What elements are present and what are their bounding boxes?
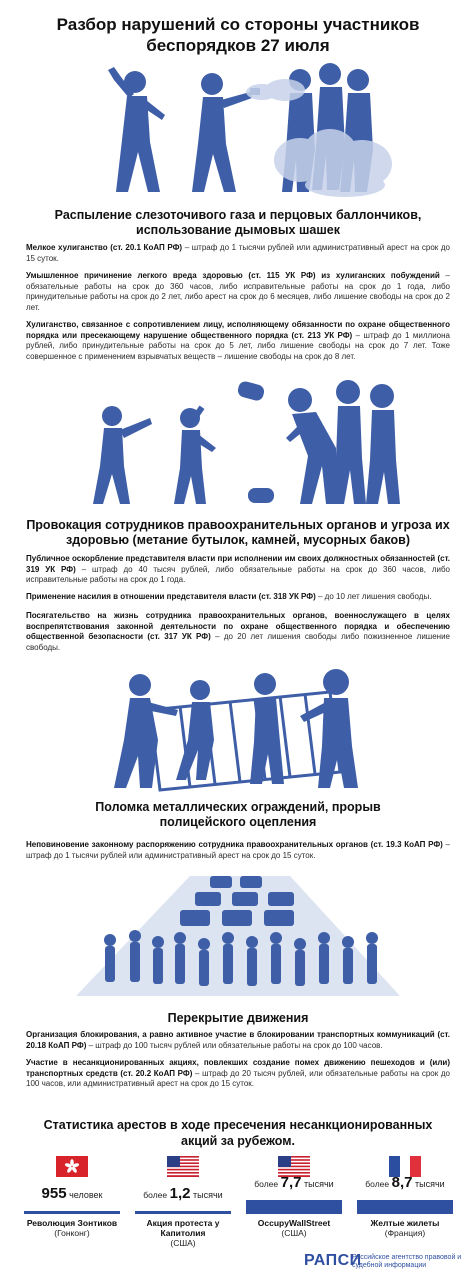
stat-item <box>246 1148 342 1248</box>
throwing-illustration <box>0 378 476 508</box>
stat-item <box>24 1148 120 1248</box>
arrest-count: более 7,7 тысячи <box>254 1174 334 1191</box>
page-title-line-2: беспорядков 27 июля <box>146 36 330 55</box>
section-heading-traffic: Перекрытие движения <box>167 1011 309 1025</box>
stats-title: Статистика арестов в ходе пресечения несанкционированных акций за рубежом. <box>43 1118 433 1148</box>
law-paragraph: Посягательство на жизнь сотрудника правоохранительных органов, военнослужащего в целях воспрепятствования законной деятельности по охране общественного порядка и обеспечению общественной безопасности (ст. 317 УК РФ) – до 20 лет лишения свободы либо пожизненное лишение свободы. <box>26 611 450 652</box>
spray-illustration <box>0 60 476 200</box>
stats-row <box>24 1148 454 1248</box>
page-title <box>20 14 456 56</box>
page-title-line-1: Разбор нарушений со стороны участников <box>56 15 420 34</box>
law-paragraph: Применение насилия в отношении представителя власти (ст. 318 УК РФ) – до 10 лет лишения свободы. <box>26 592 432 601</box>
law-paragraph: Мелкое хулиганство (ст. 20.1 КоАП РФ) – штраф до 1 тысячи рублей или административный арест на срок до 15 суток. <box>26 243 450 263</box>
logo-subtitle: Российское агентство правовой и судебной информации <box>352 1254 462 1269</box>
stat-item <box>357 1148 453 1248</box>
stat-bar <box>246 1200 342 1214</box>
law-paragraph: Умышленное причинение легкого вреда здоровью (ст. 115 УК РФ) из хулиганских побуждений – обязательные работы на срок до 360 часов, либо исправительные работы на срок до 1 года, либо принудительные работы на срок до 2 лет, либо арест на срок до 6 месяцев, либо лишение свободы на срок до 2 лет. <box>26 271 450 312</box>
law-paragraph: Публичное оскорбление представителя власти при исполнении им своих должностных обязанностей (ст. 319 УК РФ) – штраф до 40 тысяч рублей, либо обязательные работы на срок до 360 часов, либо исправительные работы на срок до 1 года. <box>26 554 450 584</box>
stat-bar <box>357 1200 453 1214</box>
law-paragraph: Организация блокирования, а равно активное участие в блокировании транспортных коммуникаций (ст. 20.18 КоАП РФ) – штраф до 100 тысяч рублей или обязательные работы на срок до 100 часов. <box>26 1030 450 1050</box>
law-paragraph: Хулиганство, связанное с сопротивлением лицу, исполняющему обязанности по охране общественного порядка или пресекающему нарушение общественного порядка (ст. 213 УК РФ) – штраф до 1 миллиона рублей, либо принудительные работы на срок до 5 лет, либо лишение свободы на срок до 7 лет. Тоже совершенное с применением взрывчатых веществ – лишение свободы на срок до 8 лет. <box>26 320 451 361</box>
law-paragraph: Участие в несанкционированных акциях, повлекших создание помех движению пешеходов и (или) транспортных средств (ст. 20.2 КоАП РФ) – штраф до 20 тысяч рублей, или обязательные работы на срок до 100 часов, или административный арест на срок до 15 суток. <box>26 1058 450 1088</box>
arrest-count: более 8,7 тысячи <box>365 1174 445 1191</box>
logo-name: РАПСИ <box>304 1252 362 1269</box>
stat-bar <box>135 1211 231 1214</box>
hong-kong-flag-icon <box>56 1156 88 1177</box>
stat-item <box>135 1148 231 1248</box>
fence-illustration <box>0 660 476 795</box>
stat-label: OccupyWallStreet (США) <box>257 1218 331 1238</box>
section-heading-provocation: Провокация сотрудников правоохранительных органов и угроза их здоровью (метание бутылок, камней, мусорных баков) <box>26 518 450 547</box>
usa-flag-icon <box>167 1156 199 1177</box>
stat-label: Акция протеста у Капитолия (США) <box>146 1218 220 1248</box>
rapsi-logo <box>304 1252 464 1272</box>
law-paragraph: Неповиновение законному распоряжению сотрудника правоохранительных органов (ст. 19.3 КоАП РФ) – штраф до 1 тысячи рублей или административный арест на срок до 15 суток. <box>26 840 450 860</box>
stat-label: Желтые жилеты (Франция) <box>370 1218 440 1238</box>
traffic-blocking-illustration <box>0 868 476 998</box>
arrest-count: более 1,2 тысячи <box>143 1185 223 1202</box>
stat-label: Революция Зонтиков (Гонконг) <box>26 1218 118 1238</box>
arrest-count: 955 человек <box>41 1185 103 1202</box>
section-heading-fence: Поломка металлических ограждений, прорыв полицейского оцепления <box>95 800 381 829</box>
section-heading-spray: Распыление слезоточивого газа и перцовых баллончиков, использование дымовых шашек <box>54 208 422 237</box>
stat-bar <box>24 1211 120 1214</box>
